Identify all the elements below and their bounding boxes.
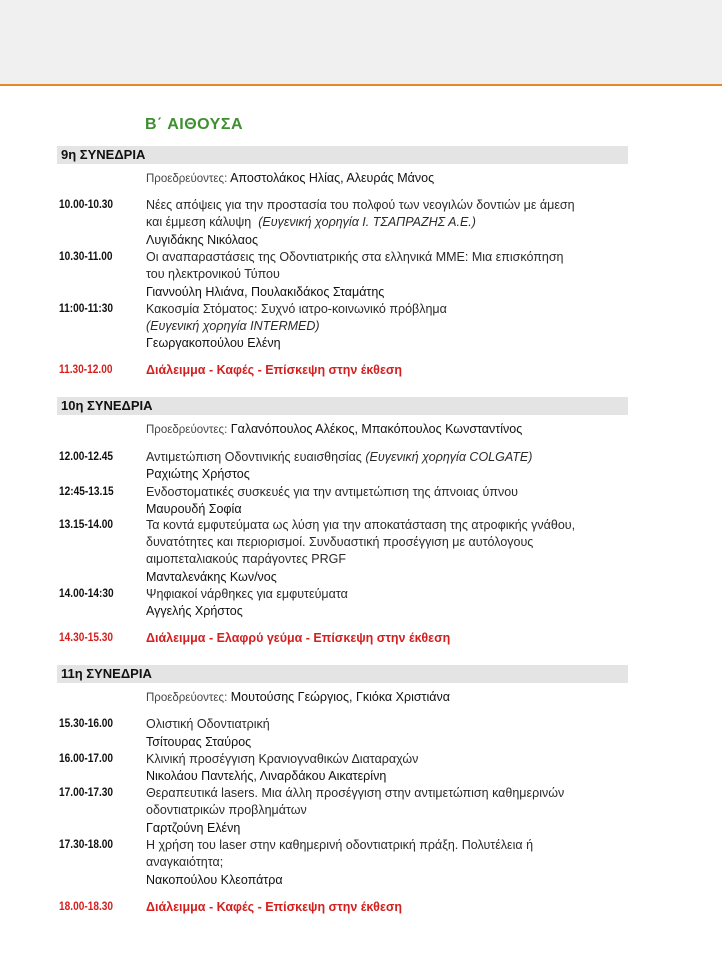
session-header: 11η ΣΥΝΕΔΡΙΑ (57, 665, 628, 683)
talk-time: 11:00-11:30 (59, 303, 114, 315)
talk-time: 14.00-14:30 (59, 588, 114, 600)
talk-title: Ενδοστοματικές συσκευές για την αντιμετώπιση της άπνοιας ύπνου (146, 485, 519, 499)
talk-sponsor: (Ευγενική χορηγία Ι. ΤΣΑΠΡΑΖΗΣ Α.Ε.) (258, 215, 476, 229)
talk-time: 12:45-13.15 (59, 486, 114, 498)
chairs-line (146, 422, 522, 436)
talk-title (146, 450, 532, 464)
chairs-names: Αποστολάκος Ηλίας, Αλευράς Μάνος (230, 171, 435, 185)
talk-sponsor: (Ευγενική χορηγία INTERMED) (146, 319, 320, 333)
talk-title-part: Αντιμετώπιση Οδοντινικής ευαισθησίας (146, 450, 362, 464)
talk-speaker: Μαυρουδή Σοφία (146, 502, 242, 516)
chairs-names: Γαλανόπουλος Αλέκος, Μπακόπουλος Κωνσταντίνος (230, 422, 523, 436)
talk-title: Οι αναπαραστάσεις της Οδοντιατρικής στα ελληνικά ΜΜΕ: Μια επισκόπηση (146, 250, 564, 264)
talk-speaker: Γεωργακοπούλου Ελένη (146, 336, 281, 350)
talk-speaker: Γιαννούλη Ηλιάνα, Πουλακιδάκος Σταμάτης (146, 285, 385, 299)
talk-title: Νέες απόψεις για την προστασία του πολφού των νεογιλών δοντιών με άμεση (146, 198, 575, 212)
talk-title: Κλινική προσέγγιση Κρανιογναθικών Διαταραχών (146, 752, 419, 766)
room-title: Β΄ ΑΙΘΟΥΣΑ (145, 116, 244, 133)
session-header: 10η ΣΥΝΕΔΡΙΑ (57, 397, 628, 415)
talk-speaker: Γαρτζούνη Ελένη (146, 821, 241, 835)
talk-time: 10.00-10.30 (59, 199, 114, 211)
chairs-line (146, 690, 450, 704)
talk-title: Ολιστική Οδοντιατρική (146, 717, 270, 731)
talk-speaker: Νικολάου Παντελής, Λιναρδάκου Αικατερίνη (146, 769, 387, 783)
talk-time: 16.00-17.00 (59, 753, 114, 765)
chairs-label: Προεδρεύοντες: (146, 424, 228, 436)
talk-title: Ψηφιακοί νάρθηκες για εμφυτεύματα (146, 587, 348, 601)
talk-speaker: Μανταλενάκης Κων/νος (146, 570, 277, 584)
talk-title: Κακοσμία Στόματος: Συχνό ιατρο-κοινωνικό πρόβλημα (146, 302, 447, 316)
talk-title-part: και έμμεση κάλυψη (146, 215, 252, 229)
talk-title: Θεραπευτικά lasers. Μια άλλη προσέγγιση στην αντιμετώπιση καθημερινών (146, 786, 565, 800)
break-text: Διάλειμμα - Καφές - Επίσκεψη στην έκθεση (146, 900, 403, 914)
talk-title: Η χρήση του laser στην καθημερινή οδοντιατρική πράξη. Πολυτέλεια ή (146, 838, 534, 852)
talk-title: του ηλεκτρονικού Τύπου (146, 267, 280, 281)
talk-title: οδοντιατρικών προβλημάτων (146, 803, 307, 817)
session-header: 9η ΣΥΝΕΔΡΙΑ (57, 146, 628, 164)
talk-time: 17.00-17.30 (59, 787, 114, 799)
talk-time: 13.15-14.00 (59, 519, 114, 531)
talk-time: 12.00-12.45 (59, 451, 114, 463)
chairs-line (146, 171, 434, 185)
break-time: 11.30-12.00 (59, 364, 113, 376)
talk-title: αναγκαιότητα; (146, 855, 224, 869)
chairs-names: Μουτούσης Γεώργιος, Γκιόκα Χριστιάνα (230, 690, 450, 704)
chairs-label: Προεδρεύοντες: (146, 173, 228, 185)
talk-title: αιμοπεταλιακούς παράγοντες PRGF (146, 552, 346, 566)
talk-sponsor: (Ευγενική χορηγία COLGATE) (365, 450, 533, 464)
talk-speaker: Νακοπούλου Κλεοπάτρα (146, 873, 283, 887)
talk-speaker: Ραχιώτης Χρήστος (146, 467, 250, 481)
break-time: 18.00-18.30 (59, 901, 114, 913)
break-text: Διάλειμμα - Καφές - Επίσκεψη στην έκθεση (146, 363, 403, 377)
header-divider (0, 84, 722, 86)
talk-speaker: Αγγελής Χρήστος (146, 604, 243, 618)
talk-time: 17.30-18.00 (59, 839, 114, 851)
talk-speaker: Λυγιδάκης Νικόλαος (146, 233, 258, 247)
chairs-label: Προεδρεύοντες: (146, 692, 228, 704)
talk-title (146, 215, 476, 229)
talk-time: 15.30-16.00 (59, 718, 114, 730)
talk-title: Τα κοντά εμφυτεύματα ως λύση για την αποκατάσταση της ατροφικής γνάθου, (146, 518, 576, 532)
talk-speaker: Τσίτουρας Σταύρος (146, 735, 252, 749)
break-time: 14.30-15.30 (59, 632, 114, 644)
talk-time: 10.30-11.00 (59, 251, 113, 263)
break-text: Διάλειμμα - Ελαφρύ γεύμα - Επίσκεψη στην έκθεση (146, 631, 451, 645)
talk-title: δυνατότητες και περιορισμοί. Συνδυαστική προσέγγιση με αυτόλογους (146, 535, 534, 549)
header-band (0, 0, 722, 84)
